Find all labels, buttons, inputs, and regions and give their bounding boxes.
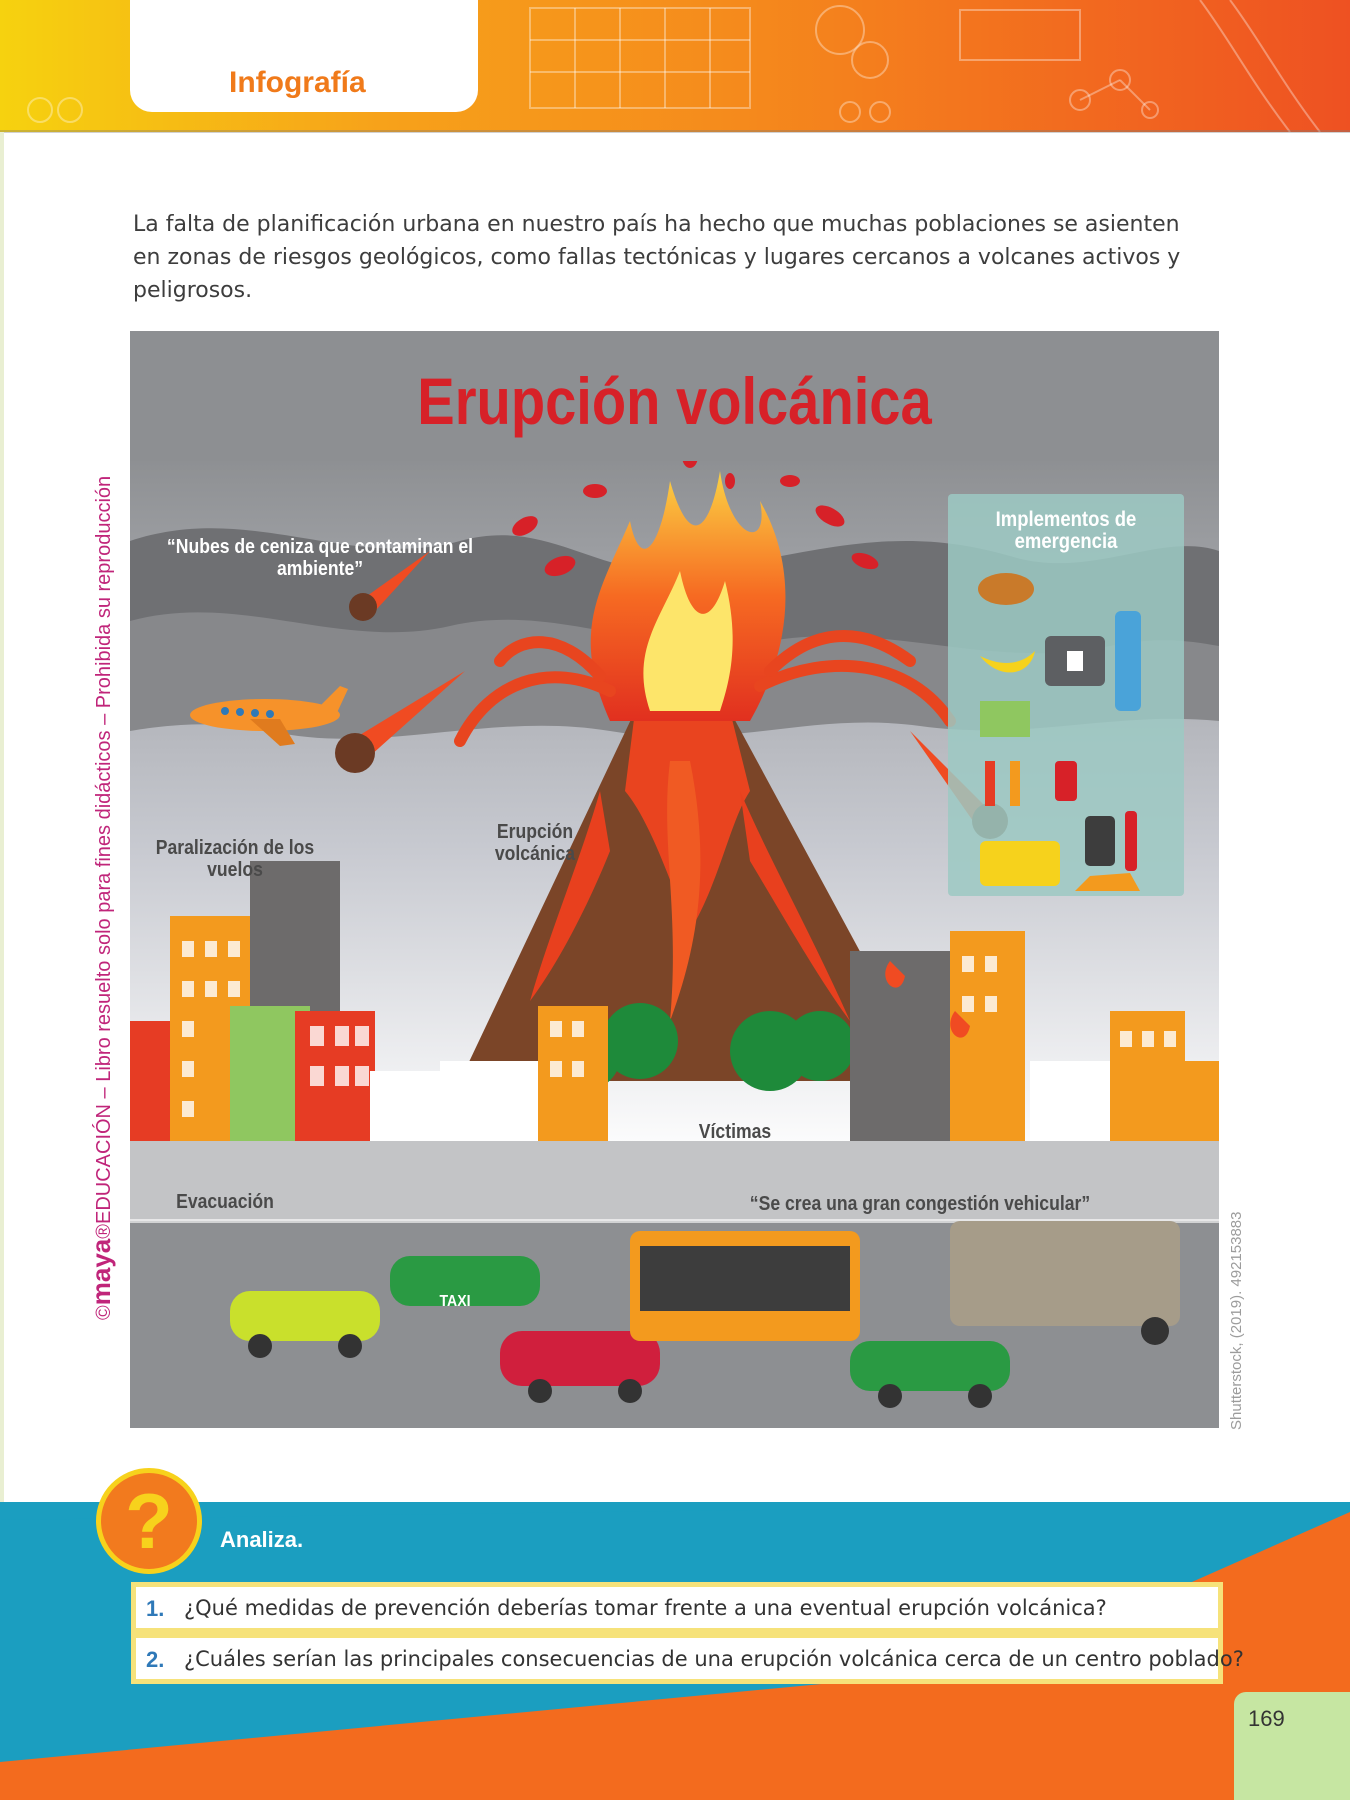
left-margin-strip [0,132,4,1502]
question-number: 2. [146,1647,165,1672]
taxi-sign: TAXI [439,1293,471,1310]
infographic-title: Erupción volcánica [417,364,932,438]
label-ash-clouds: “Nubes de ceniza que contaminan el ambiente” [166,536,474,580]
question-item [131,1633,1244,1684]
label-flights-paralysis: Paralización de los vuelos [155,837,315,881]
header-divider [0,130,1350,133]
question-text: ¿Qué medidas de prevención deberías tomar frente a una eventual erupción volcánica? [184,1596,1107,1620]
activity-heading: Analiza. [220,1527,304,1552]
page-number: 169 [1248,1706,1285,1731]
infographic [130,331,1219,1428]
question-number: 1. [146,1596,165,1621]
label-victims: Víctimas [698,1121,772,1143]
label-traffic-congestion: “Se crea una gran congestión vehicular” [749,1193,1091,1215]
label-eruption: Erupción volcánica [494,821,576,865]
volcano-scene-illustration [130,461,1219,1428]
copyright-text: ®EDUCACIÓN – Libro resuelto solo para fines didácticos – Prohibida su reproducción [93,475,115,1239]
question-text: ¿Cuáles serían las principales consecuencias de una erupción volcánica cerca de un centro poblado? [184,1647,1244,1671]
image-credit: Shutterstock, (2019). 492153883 [1228,1211,1245,1430]
brand-logo-text: maya [86,1238,116,1306]
question-mark-icon: ? [125,1477,173,1565]
label-emergency-supplies: Implementos de emergencia [995,508,1137,553]
label-evacuation: Evacuación [176,1191,274,1213]
section-title: Infografía [229,66,366,99]
copyright-vertical-text [86,475,117,1320]
question-badge [96,1468,202,1574]
intro-paragraph: La falta de planificación urbana en nuestro país ha hecho que muchas poblaciones se asienten en zonas de riesgos geológicos, como fallas tectónicas y lugares cercanos a volcanes activos y peligrosos. [133,212,1181,303]
question-item [131,1582,1223,1633]
copyright-symbol: © [93,1305,115,1320]
